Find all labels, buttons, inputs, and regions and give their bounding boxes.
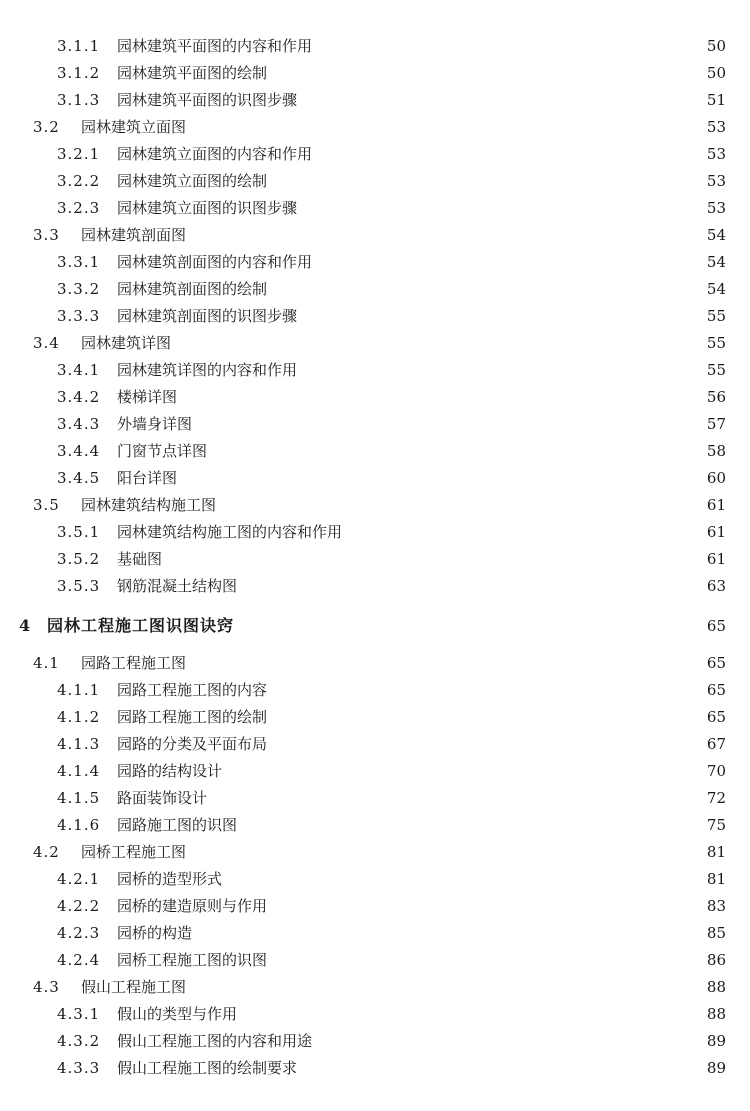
toc-dot-leader [181, 465, 694, 492]
toc-dot-leader [271, 168, 694, 195]
toc-page-number: 50 [706, 64, 726, 82]
toc-subsection-row[interactable] [0, 195, 750, 222]
toc-dot-leader [271, 893, 694, 920]
toc-subsection-row[interactable] [0, 947, 750, 974]
toc-subsection-row[interactable] [0, 866, 750, 893]
toc-page-number: 53 [706, 145, 726, 163]
toc-entry-title: 假山的类型与作用 [117, 1005, 238, 1023]
toc-subsection-row[interactable] [0, 249, 750, 276]
toc-page-number: 65 [706, 681, 726, 699]
toc-section-row[interactable] [0, 650, 750, 677]
toc-subsection-row[interactable] [0, 704, 750, 731]
toc-page-number: 88 [706, 1005, 726, 1023]
toc-entry-number: 4.2.3 [57, 924, 101, 942]
toc-subsection-row[interactable] [0, 731, 750, 758]
toc-dot-leader [301, 303, 694, 330]
toc-chapter-row[interactable] [0, 604, 750, 648]
toc-page-number: 86 [706, 951, 726, 969]
toc-page-number: 58 [706, 442, 726, 460]
toc-dot-leader [271, 60, 694, 87]
toc-subsection-row[interactable] [0, 893, 750, 920]
toc-entry-title: 园林建筑结构施工图的内容和作用 [117, 523, 343, 541]
toc-entry-number: 3.2.1 [57, 145, 101, 163]
toc-page-number: 61 [706, 496, 726, 514]
toc-section-row[interactable] [0, 114, 750, 141]
toc-entry-title: 园路工程施工图 [81, 654, 187, 672]
toc-entry-title: 门窗节点详图 [117, 442, 208, 460]
toc-entry-title: 园林建筑剖面图的绘制 [117, 280, 268, 298]
toc-page-number: 65 [706, 617, 726, 635]
toc-entry-title: 园桥工程施工图 [81, 843, 187, 861]
toc-subsection-row[interactable] [0, 812, 750, 839]
toc-entry-number: 4.1.5 [57, 789, 101, 807]
toc-subsection-row[interactable] [0, 411, 750, 438]
toc-page-number: 53 [706, 172, 726, 190]
toc-entry-number: 3.4.3 [57, 415, 101, 433]
toc-page-number: 53 [706, 199, 726, 217]
toc-dot-leader [241, 812, 694, 839]
toc-subsection-row[interactable] [0, 920, 750, 947]
toc-page-number: 57 [706, 415, 726, 433]
toc-subsection-row[interactable] [0, 141, 750, 168]
toc-dot-leader [190, 222, 694, 249]
toc-entry-title: 园桥的构造 [117, 924, 193, 942]
toc-entry-title: 阳台详图 [117, 469, 178, 487]
toc-entry-number: 3.4.5 [57, 469, 101, 487]
toc-dot-leader [316, 1028, 694, 1055]
toc-dot-leader [301, 87, 694, 114]
toc-subsection-row[interactable] [0, 465, 750, 492]
toc-entry-title: 园林建筑立面图的识图步骤 [117, 199, 298, 217]
toc-entry-title: 园林建筑剖面图的内容和作用 [117, 253, 313, 271]
toc-entry-number: 4.2 [33, 843, 60, 861]
toc-page-number: 89 [706, 1059, 726, 1077]
toc-section-row[interactable] [0, 330, 750, 357]
toc-subsection-row[interactable] [0, 519, 750, 546]
toc-subsection-row[interactable] [0, 87, 750, 114]
toc-entry-number: 4.3.3 [57, 1059, 101, 1077]
toc-entry-number: 4.1.1 [57, 681, 101, 699]
toc-dot-leader [301, 1055, 694, 1082]
toc-page-number: 88 [706, 978, 726, 996]
toc-entry-title: 园路施工图的识图 [117, 816, 238, 834]
toc-entry-number: 3.4 [33, 334, 60, 352]
toc-page-number: 81 [706, 843, 726, 861]
toc-entry-title: 园林建筑立面图的绘制 [117, 172, 268, 190]
toc-entry-number: 4 [19, 616, 32, 635]
toc-dot-leader [226, 758, 694, 785]
toc-subsection-row[interactable] [0, 60, 750, 87]
toc-dot-leader [211, 438, 694, 465]
toc-entry-number: 3.1.3 [57, 91, 101, 109]
toc-dot-leader [181, 384, 694, 411]
toc-entry-number: 3.4.4 [57, 442, 101, 460]
toc-page-number: 63 [706, 577, 726, 595]
toc-dot-leader [346, 519, 694, 546]
toc-entry-number: 4.1.2 [57, 708, 101, 726]
toc-entry-number: 3.1.2 [57, 64, 101, 82]
toc-entry-number: 4.3.1 [57, 1005, 101, 1023]
toc-entry-title: 园路工程施工图的绘制 [117, 708, 268, 726]
toc-dot-leader [316, 141, 694, 168]
toc-page-number: 81 [706, 870, 726, 888]
toc-page-number: 55 [706, 334, 726, 352]
toc-entry-title: 园林建筑详图的内容和作用 [117, 361, 298, 379]
toc-dot-leader [226, 866, 694, 893]
toc-dot-leader [190, 114, 694, 141]
toc-entry-number: 4.1 [33, 654, 60, 672]
toc-dot-leader [196, 411, 694, 438]
toc-entry-title: 园林建筑平面图的识图步骤 [117, 91, 298, 109]
toc-subsection-row[interactable] [0, 758, 750, 785]
toc-entry-number: 4.2.4 [57, 951, 101, 969]
table-of-contents [0, 33, 750, 1082]
toc-entry-title: 外墙身详图 [117, 415, 193, 433]
toc-page-number: 72 [706, 789, 726, 807]
toc-entry-number: 3.5 [33, 496, 60, 514]
toc-entry-number: 4.1.3 [57, 735, 101, 753]
toc-page-number: 70 [706, 762, 726, 780]
toc-entry-title: 园桥工程施工图的识图 [117, 951, 268, 969]
toc-subsection-row[interactable] [0, 33, 750, 60]
toc-page-number: 60 [706, 469, 726, 487]
toc-dot-leader [301, 195, 694, 222]
toc-entry-number: 4.1.6 [57, 816, 101, 834]
toc-entry-number: 4.2.1 [57, 870, 101, 888]
toc-entry-title: 园路的分类及平面布局 [117, 735, 268, 753]
toc-dot-leader [241, 573, 694, 600]
toc-entry-number: 4.3.2 [57, 1032, 101, 1050]
toc-subsection-row[interactable] [0, 357, 750, 384]
toc-entry-title: 假山工程施工图的绘制要求 [117, 1059, 298, 1077]
toc-entry-number: 4.3 [33, 978, 60, 996]
toc-dot-leader [190, 650, 694, 677]
toc-subsection-row[interactable] [0, 303, 750, 330]
toc-subsection-row[interactable] [0, 168, 750, 195]
toc-dot-leader [211, 785, 694, 812]
toc-entry-number: 3.3.1 [57, 253, 101, 271]
toc-entry-title: 园林建筑结构施工图 [81, 496, 217, 514]
toc-entry-title: 园路的结构设计 [117, 762, 223, 780]
toc-dot-leader [252, 604, 694, 648]
toc-subsection-row[interactable] [0, 276, 750, 303]
toc-entry-number: 3.1.1 [57, 37, 101, 55]
toc-entry-title: 园林建筑剖面图 [81, 226, 187, 244]
toc-entry-number: 3.3.2 [57, 280, 101, 298]
toc-entry-number: 3.3 [33, 226, 60, 244]
toc-section-row[interactable] [0, 974, 750, 1001]
toc-entry-number: 3.2 [33, 118, 60, 136]
toc-subsection-row[interactable] [0, 546, 750, 573]
toc-entry-title: 假山工程施工图 [81, 978, 187, 996]
toc-entry-number: 3.4.1 [57, 361, 101, 379]
toc-page-number: 75 [706, 816, 726, 834]
toc-section-row[interactable] [0, 839, 750, 866]
toc-page-number: 85 [706, 924, 726, 942]
toc-dot-leader [271, 704, 694, 731]
toc-page-number: 53 [706, 118, 726, 136]
toc-entry-title: 园林建筑立面图的内容和作用 [117, 145, 313, 163]
toc-subsection-row[interactable] [0, 1028, 750, 1055]
toc-entry-number: 4.1.4 [57, 762, 101, 780]
toc-dot-leader [220, 492, 694, 519]
toc-subsection-row[interactable] [0, 573, 750, 600]
toc-subsection-row[interactable] [0, 1001, 750, 1028]
toc-page-number: 61 [706, 550, 726, 568]
toc-page-number: 54 [706, 280, 726, 298]
toc-page-number: 54 [706, 253, 726, 271]
toc-entry-title: 园林建筑平面图的绘制 [117, 64, 268, 82]
toc-subsection-row[interactable] [0, 785, 750, 812]
toc-page-number: 55 [706, 307, 726, 325]
toc-page-number: 67 [706, 735, 726, 753]
toc-dot-leader [196, 920, 694, 947]
toc-entry-number: 4.2.2 [57, 897, 101, 915]
toc-entry-title: 钢筋混凝土结构图 [117, 577, 238, 595]
toc-section-row[interactable] [0, 492, 750, 519]
toc-page-number: 56 [706, 388, 726, 406]
toc-entry-title: 园路工程施工图的内容 [117, 681, 268, 699]
toc-entry-title: 楼梯详图 [117, 388, 178, 406]
toc-entry-title: 园桥的造型形式 [117, 870, 223, 888]
toc-entry-number: 3.5.2 [57, 550, 101, 568]
toc-entry-number: 3.3.3 [57, 307, 101, 325]
toc-dot-leader [166, 546, 694, 573]
toc-page-number: 83 [706, 897, 726, 915]
toc-dot-leader [301, 357, 694, 384]
toc-page-number: 54 [706, 226, 726, 244]
toc-page-number: 89 [706, 1032, 726, 1050]
toc-dot-leader [271, 677, 694, 704]
toc-page-number: 65 [706, 708, 726, 726]
toc-entry-title: 园林工程施工图识图诀窍 [47, 616, 235, 635]
toc-page-number: 51 [706, 91, 726, 109]
toc-dot-leader [271, 947, 694, 974]
toc-dot-leader [271, 276, 694, 303]
toc-subsection-row[interactable] [0, 1055, 750, 1082]
toc-entry-title: 园林建筑平面图的内容和作用 [117, 37, 313, 55]
toc-dot-leader [241, 1001, 694, 1028]
toc-entry-number: 3.2.3 [57, 199, 101, 217]
toc-page-number: 61 [706, 523, 726, 541]
toc-subsection-row[interactable] [0, 384, 750, 411]
toc-dot-leader [316, 249, 694, 276]
toc-subsection-row[interactable] [0, 677, 750, 704]
toc-entry-title: 路面装饰设计 [117, 789, 208, 807]
toc-dot-leader [175, 330, 694, 357]
toc-entry-title: 假山工程施工图的内容和用途 [117, 1032, 313, 1050]
toc-section-row[interactable] [0, 222, 750, 249]
toc-entry-title: 基础图 [117, 550, 163, 568]
toc-dot-leader [316, 33, 694, 60]
toc-entry-title: 园林建筑剖面图的识图步骤 [117, 307, 298, 325]
toc-page-number: 55 [706, 361, 726, 379]
toc-subsection-row[interactable] [0, 438, 750, 465]
toc-entry-title: 园林建筑详图 [81, 334, 172, 352]
toc-page-number: 50 [706, 37, 726, 55]
toc-entry-number: 3.5.1 [57, 523, 101, 541]
toc-entry-number: 3.4.2 [57, 388, 101, 406]
toc-dot-leader [190, 839, 694, 866]
toc-dot-leader [271, 731, 694, 758]
toc-dot-leader [190, 974, 694, 1001]
toc-page-number: 65 [706, 654, 726, 672]
toc-entry-number: 3.2.2 [57, 172, 101, 190]
toc-entry-number: 3.5.3 [57, 577, 101, 595]
toc-entry-title: 园桥的建造原则与作用 [117, 897, 268, 915]
toc-entry-title: 园林建筑立面图 [81, 118, 187, 136]
